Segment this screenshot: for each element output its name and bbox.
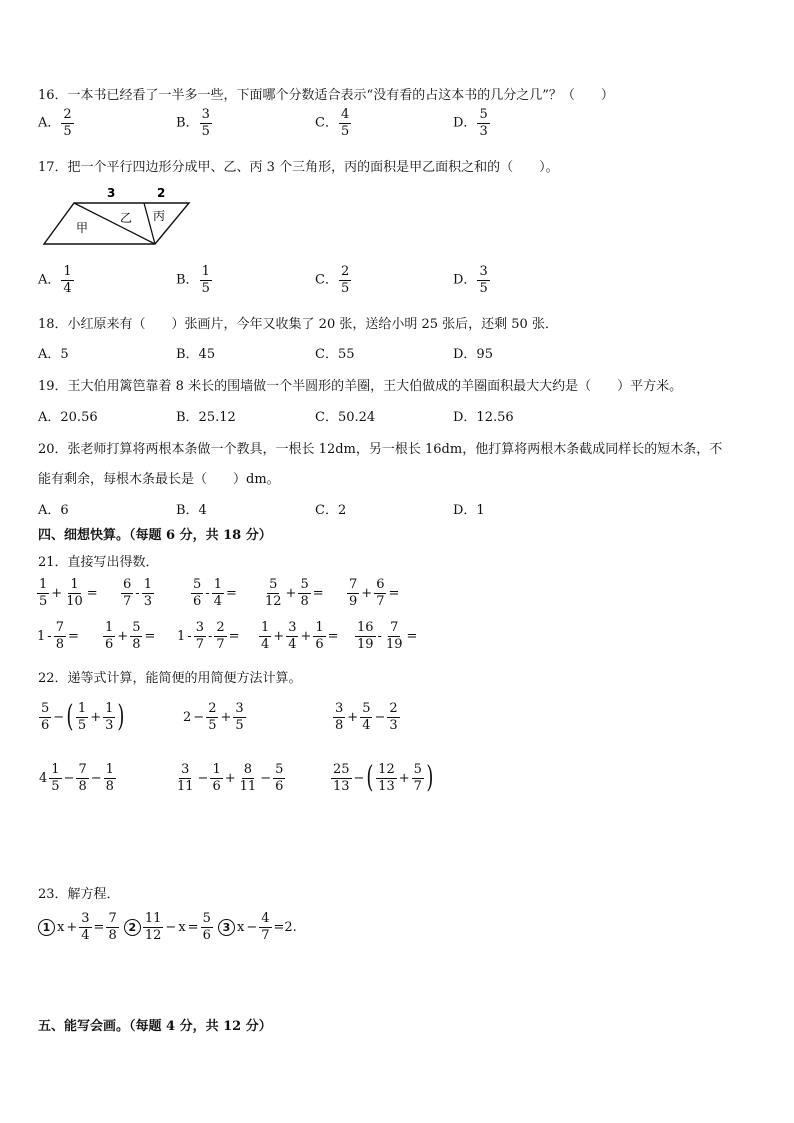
q17-option-d: D． $\frac{3}{5}$	[453, 264, 488, 296]
q21-expr-7: $\frac{1}{6}$ + $\frac{5}{8}$ =	[105, 620, 156, 652]
q20-option-d: D．1	[453, 503, 485, 518]
q21-expr-9: $\frac{1}{4}$ + $\frac{3}{4}$ + $\frac{1}{6}$ =	[261, 620, 339, 652]
q16-text: 16．一本书已经看了一半多一些，下面哪个分数适合表示“没有看的占这本书的几分之几”？（ ）	[38, 88, 614, 103]
q18-option-b: B．45	[176, 347, 216, 362]
q19-text: 19．王大伯用篱笆靠着 8 米长的围墙做一个半圆形的羊圈，王大伯做成的羊圈面积最大大约是（ ）平方米。	[38, 379, 683, 394]
q20-text-line1: 20．张老师打算将两根本条做一个教具，一根长 12dm，另一根长 16dm，他打算将两根木条截成同样长的短木条，不	[38, 442, 723, 457]
q21-expr-5: $\frac{7}{9}$ + $\frac{6}{7}$ =	[349, 577, 400, 609]
q22-expr-6: $\frac{25}{13}$ −( $\frac{12}{13}$ + $\frac{5}{7}$ )	[333, 760, 434, 796]
q18-option-a: A．5	[38, 347, 69, 362]
q21-expr-3: $\frac{5}{6}$ - $\frac{1}{4}$ =	[193, 577, 237, 609]
top-length-3: 3	[107, 186, 116, 200]
q17-text: 17．把一个平行四边形分成甲、乙、丙 3 个三角形，丙的面积是甲乙面积之和的（ ）。	[38, 160, 559, 175]
q16-option-d: D． $\frac{5}{3}$	[453, 107, 488, 139]
q16-option-b: B． $\frac{3}{5}$	[176, 107, 210, 139]
q22-expr-3: $\frac{3}{8}$ + $\frac{5}{4}$ − $\frac{2}{3}$	[335, 701, 398, 733]
q17-option-c: C． $\frac{2}{5}$	[315, 264, 350, 296]
circle-number-1: 1	[38, 919, 55, 936]
q17-option-b: B． $\frac{1}{5}$	[176, 264, 210, 296]
q21-expr-8: 1 - $\frac{3}{7}$ - $\frac{2}{7}$ =	[177, 620, 240, 652]
q18-text: 18．小红原来有（ ）张画片，今年又收集了 20 张，送给小明 25 张后，还剩 50 张．	[38, 317, 558, 332]
label-yi: 乙	[120, 211, 133, 225]
q19-option-a: A．20.56	[38, 410, 98, 425]
q19-option-b: B．25.12	[176, 410, 236, 425]
q23-equations: 1 x + $\frac{3}{4}$ = $\frac{7}{8}$ 2 $\frac{11}{12}$ − x = $\frac{5}{6}$ 3 x − $\frac{4}{7}$ =2.	[38, 912, 298, 942]
q22-text: 22．递等式计算，能简便的用简便方法计算。	[38, 671, 302, 686]
q22-expr-2: 2 − $\frac{2}{5}$ + $\frac{3}{5}$	[183, 701, 244, 733]
q21-expr-4: $\frac{5}{12}$ + $\frac{5}{8}$ =	[265, 577, 324, 609]
q16-option-a: A． $\frac{2}{5}$	[38, 107, 72, 139]
q20-option-b: B．4	[176, 503, 207, 518]
q21-expr-1: $\frac{1}{5}$ + $\frac{1}{10}$ =	[39, 577, 98, 609]
circle-number-2: 2	[124, 919, 141, 936]
section-5-heading: 五、能写会画。（每题 4 分，共 12 分）	[38, 1019, 272, 1034]
q19-option-d: D．12.56	[453, 410, 514, 425]
top-length-2: 2	[157, 186, 166, 200]
q22-expr-5: $\frac{3}{11}$ − $\frac{1}{6}$ + $\frac{8}{11}$ − $\frac{5}{6}$	[177, 762, 284, 794]
q21-expr-2: $\frac{6}{7}$ - $\frac{1}{3}$	[123, 577, 152, 609]
q16-option-c: C． $\frac{4}{5}$	[315, 107, 350, 139]
q21-expr-10: $\frac{16}{19}$ - $\frac{7}{19}$ =	[357, 620, 418, 652]
label-jia: 甲	[76, 221, 89, 235]
parallelogram-outline	[44, 203, 189, 244]
parallelogram-figure	[40, 184, 192, 250]
q23-text: 23．解方程．	[38, 887, 120, 902]
q17-option-a: A． $\frac{1}{4}$	[38, 264, 72, 296]
q18-option-c: C．55	[315, 347, 355, 362]
section-4-heading: 四、细想快算。（每题 6 分，共 18 分）	[38, 528, 272, 543]
circle-number-3: 3	[218, 919, 235, 936]
q21-text: 21．直接写出得数．	[38, 555, 159, 570]
q18-option-d: D．95	[453, 347, 493, 362]
label-bing: 丙	[153, 209, 166, 223]
q21-expr-6: 1 - $\frac{7}{8}$ =	[37, 620, 79, 652]
q22-expr-4: 4 $\frac{1}{5}$ − $\frac{7}{8}$ − $\frac{1}{8}$	[39, 762, 114, 794]
q20-text-line2: 能有剩余，每根木条最长是（ ）dm。	[38, 472, 280, 487]
q20-option-c: C．2	[315, 503, 347, 518]
q20-option-a: A．6	[38, 503, 69, 518]
q19-option-c: C．50.24	[315, 410, 376, 425]
q22-expr-1: $\frac{5}{6}$ −( $\frac{1}{5}$ + $\frac{1}{3}$ )	[41, 699, 125, 735]
